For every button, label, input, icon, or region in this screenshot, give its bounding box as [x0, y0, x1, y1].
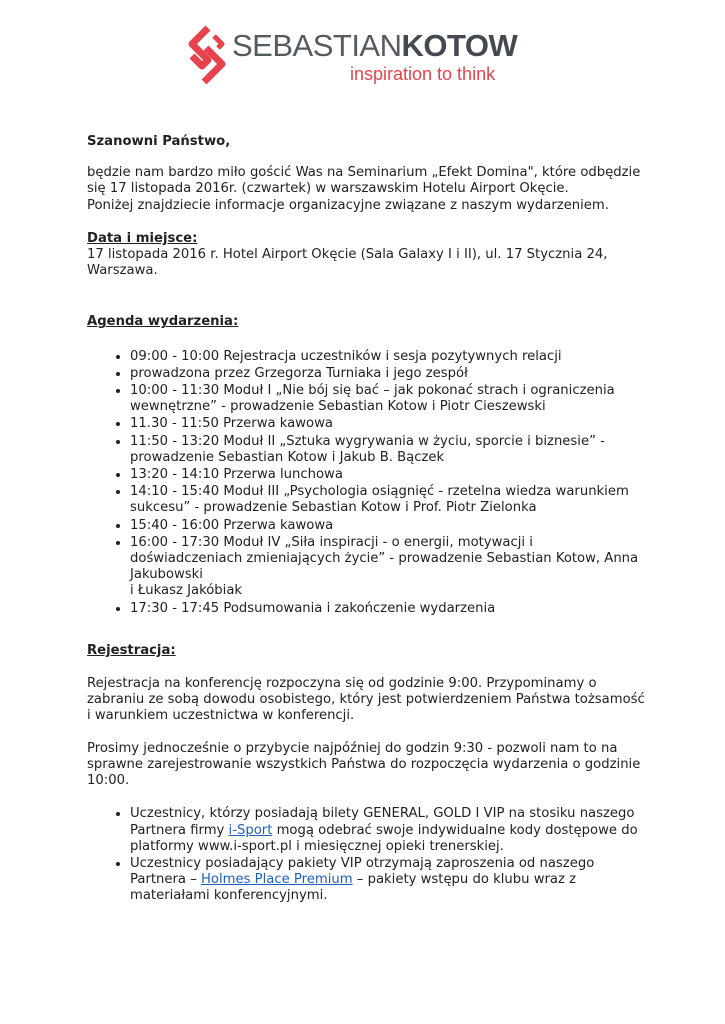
intro-paragraph-2: Poniżej znajdziecie informacje organizacyjne związane z naszym wydarzeniem.: [87, 197, 609, 213]
brand-logo: [188, 26, 528, 86]
agenda-item: • 11.30 - 11:50 Przerwa kawowa: [130, 416, 647, 432]
brand-mark-icon: [188, 26, 230, 84]
note-isport: [130, 806, 647, 855]
agenda-item: • 15:40 - 16:00 Przerwa kawowa: [130, 518, 647, 534]
agenda-item: • 10:00 - 11:30 Moduł I „Nie bój się bać – jak pokonać strach i ograniczenia wewnętrzne” - prowadzenie Sebastian Kotow i Piotr Cieszewski: [130, 383, 647, 415]
registration-heading: Rejestracja:: [87, 642, 176, 658]
date-place-heading: Data i miejsce:: [87, 230, 198, 246]
note-text: Uczestnicy posiadający pakiety VIP otrzymają zaproszenia od naszego Partnera –: [130, 855, 595, 888]
holmes-place-link[interactable]: Holmes Place Premium: [201, 872, 353, 888]
registration-notes: [87, 806, 647, 904]
agenda-item-continued: i Łukasz Jakóbiak: [130, 583, 243, 599]
agenda-item: • 13:20 - 14:10 Przerwa lunchowa: [130, 467, 647, 483]
brand-tagline: inspiration to think: [350, 64, 496, 84]
brand-name: SEBASTIANKOTOW: [232, 28, 518, 63]
isport-link[interactable]: i-Sport: [228, 822, 273, 838]
agenda-item: • 11:50 - 13:20 Moduł II „Sztuka wygrywania w życiu, sporcie i biznesie” - prowadzenie Sebastian Kotow i Jakub B. Bączek: [130, 434, 647, 466]
agenda-item: [130, 535, 647, 600]
agenda-item: • 14:10 - 15:40 Moduł III „Psychologia osiągnięć - rzetelna wiedza warunkiem sukcesu” - prowadzenie Sebastian Kotow i Prof. Piotr Zielonka: [130, 484, 647, 516]
agenda-item-text: 16:00 - 17:30 Moduł IV „Siła inspiracji - o energii, motywacji i doświadczeniach zmieniających życie” - prowadzenie Sebastian Kotow, Anna Jakubowski: [130, 534, 639, 583]
agenda-heading: Agenda wydarzenia:: [87, 314, 239, 330]
registration-paragraph-1: Rejestracja na konferencję rozpoczyna się od godzinie 9:00. Przypominamy o zabraniu ze sobą dowodu osobistego, który jest potwierdzeniem Państwa tożsamość i warunkiem uczestnictwa w konferencji.: [87, 676, 645, 724]
agenda-item: • 17:30 - 17:45 Podsumowania i zakończenie wydarzenia: [130, 601, 647, 617]
registration-paragraph-2: Prosimy jednocześnie o przybycie najpóźniej do godzin 9:30 - pozwoli nam to na sprawne zarejestrowanie wszystkich Państwa do rozpoczęcia wydarzenia o godzinie 10:00.: [87, 740, 641, 789]
note-text: Uczestnicy, którzy posiadają bilety GENERAL, GOLD I VIP na stosiku naszego Partnera firmy: [130, 806, 635, 838]
intro-paragraph: będzie nam bardzo miło gościć Was na Seminarium „Efekt Domina", które odbędzie się 17 listopada 2016r. (czwartek) w warszawskim Hotelu Airport Okęcie.: [87, 165, 641, 197]
agenda-item: • prowadzona przez Grzegorza Turniaka i jego zespół: [130, 366, 647, 382]
date-place-text: 17 listopada 2016 r. Hotel Airport Okęcie (Sala Galaxy I i II), ul. 17 Stycznia 24, Warszawa.: [87, 247, 608, 279]
note-text: mogą odebrać swoje indywidualne kody dostępowe do platformy www.i-sport.pl i miesięcznej opieki trenerskiej.: [130, 822, 638, 854]
note-holmes: [130, 856, 647, 905]
agenda-item: • 09:00 - 10:00 Rejestracja uczestników i sesja pozytywnych relacji: [130, 349, 647, 365]
greeting: Szanowni Państwo,: [87, 134, 231, 149]
note-text: – pakiety wstępu do klubu wraz z materiałami konferencyjnymi.: [130, 872, 577, 904]
letter-body: [87, 134, 647, 906]
agenda-list: [87, 349, 647, 617]
